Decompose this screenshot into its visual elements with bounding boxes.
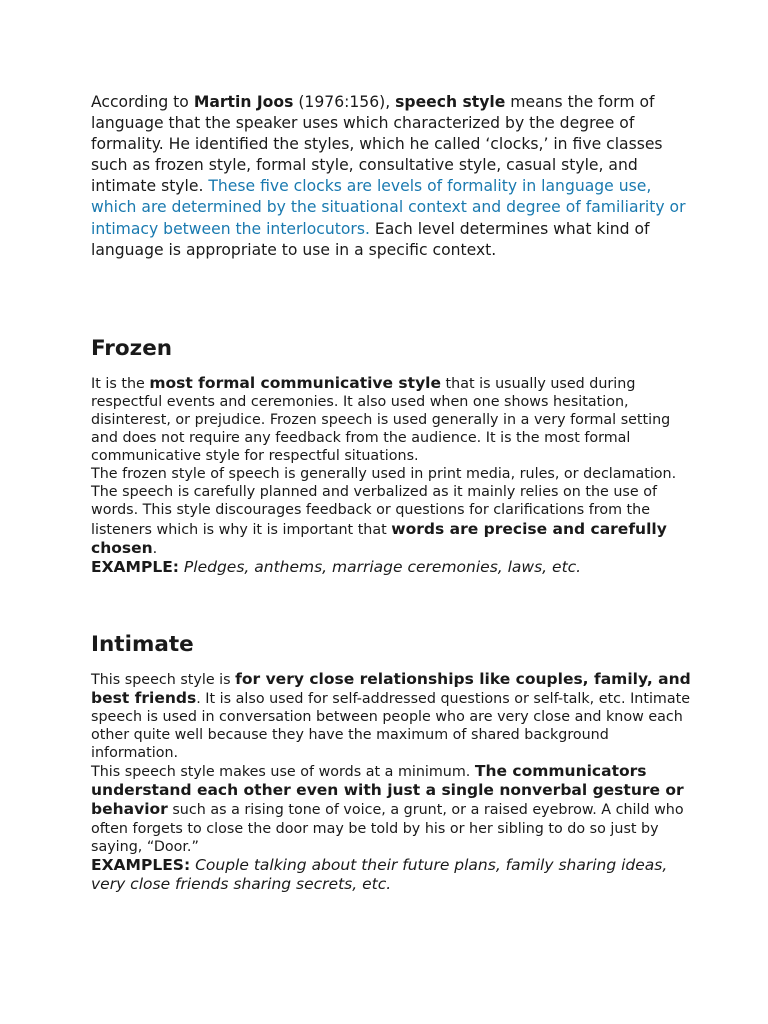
intro-author: Martin Joos — [193, 93, 294, 111]
frozen-example — [91, 558, 691, 577]
frozen-example-label: EXAMPLE: — [91, 557, 179, 576]
intimate-paragraph-1 — [91, 670, 691, 762]
intimate-example-label: EXAMPLES: — [91, 855, 191, 874]
frozen-emphasis: words are precise and carefully chosen — [91, 519, 667, 557]
intro-link[interactable]: These five clocks are levels of formality in language use, which are determined by the situational context and degree of familiarity or intimacy between the interlocutors. — [91, 177, 686, 238]
intimate-text: such as a rising tone of voice, a grunt, or a raised eyebrow. A child who often forgets to close the door may be told by his or her sibling to do so just by saying, “Door.” — [91, 802, 684, 855]
frozen-text: The frozen style of speech is generally used in print media, rules, or declamation. The speech is carefully planned and verbalized as it mainly relies on the use of words. This style discourages feedback or questions for clarifications from the listeners which is why it is important that — [91, 466, 677, 538]
frozen-heading: Frozen — [91, 335, 173, 361]
intimate-text: This speech style is — [91, 671, 236, 688]
intimate-heading: Intimate — [91, 631, 194, 657]
intimate-emphasis: for very close relationships like couples, family, and best friends — [91, 669, 691, 707]
intro-paragraph — [91, 92, 691, 261]
intro-term: speech style — [395, 93, 506, 111]
intimate-example-text: Couple talking about their future plans, family sharing ideas, very close friends sharing secrets, etc. — [91, 855, 668, 893]
intimate-paragraph-2 — [91, 762, 691, 855]
frozen-paragraph-1 — [91, 374, 691, 465]
document-page — [91, 92, 691, 894]
frozen-text: that is usually used during respectful events and ceremonies. It also used when one shows hesitation, disinterest, or prejudice. Frozen speech is used generally in a very formal setting and does not require any feedback from the audience. It is the most formal communicative style for respectful situations. — [91, 375, 671, 465]
intro-text: According to — [91, 93, 194, 111]
frozen-example-text: Pledges, anthems, marriage ceremonies, laws, etc. — [178, 557, 582, 576]
intro-text: means the form of language that the speaker uses which characterized by the degree of formality. He identified the styles, which he called ‘clocks,’ in five classes such as frozen style, formal style, consultative style, casual style, and intimate style. — [91, 93, 663, 196]
frozen-text: . — [152, 540, 158, 557]
frozen-emphasis: most formal communicative style — [149, 373, 441, 392]
intro-text: (1976:156), — [293, 93, 396, 111]
intimate-emphasis: The communicators understand each other even with just a single nonverbal gesture or behavior — [91, 762, 684, 819]
intimate-example — [91, 856, 691, 894]
frozen-paragraph-2 — [91, 465, 691, 557]
frozen-text: It is the — [91, 375, 150, 392]
intro-text: Each level determines what kind of language is appropriate to use in a specific context. — [91, 219, 650, 259]
intimate-text: . It is also used for self-addressed questions or self-talk, etc. Intimate speech is used in conversation between people who are very close and know each other quite well because they have the maximum of shared background information. — [91, 690, 691, 762]
intimate-text: This speech style makes use of words at a minimum. — [91, 764, 475, 781]
